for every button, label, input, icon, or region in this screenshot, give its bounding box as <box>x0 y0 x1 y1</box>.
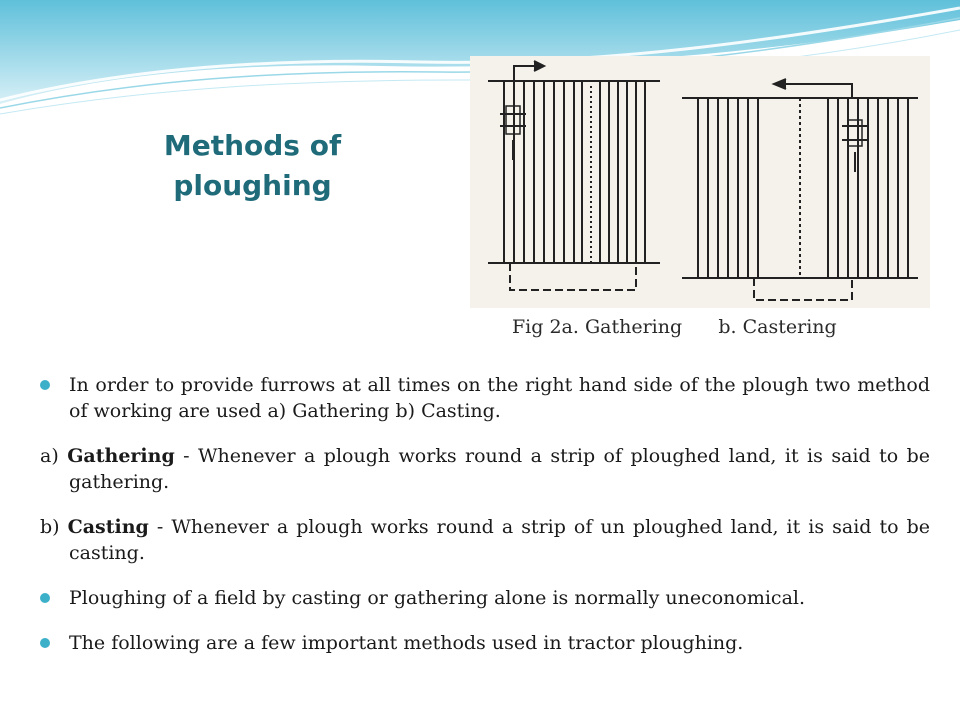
ploughing-diagram <box>470 56 930 308</box>
bullet-paragraph <box>40 585 930 611</box>
slide-title <box>110 126 395 206</box>
gathering-text: - Whenever a plough works round a strip of ploughed land, it is said to be gathering. <box>69 445 930 493</box>
bullet-text: The following are a few important methods used in tractor ploughing. <box>69 632 744 654</box>
bullet-text: In order to provide furrows at all times on the right hand side of the plough two method of working are used a) Gathering b) Casting. <box>69 374 930 422</box>
bullet-icon <box>40 380 50 390</box>
gathering-term: Gathering <box>67 445 175 467</box>
castering-diagram <box>682 79 918 300</box>
gathering-diagram <box>488 61 660 290</box>
bullet-paragraph <box>40 630 930 656</box>
casting-prefix: b) <box>40 516 68 538</box>
bullet-text: Ploughing of a field by casting or gathering alone is normally uneconomical. <box>69 587 806 609</box>
bullet-icon <box>40 593 50 603</box>
bullet-paragraph <box>40 372 930 424</box>
bullet-icon <box>40 638 50 648</box>
slide-body <box>40 372 930 662</box>
slide-title-line-2: ploughing <box>173 169 332 202</box>
gathering-prefix: a) <box>40 445 68 467</box>
casting-text: - Whenever a plough works round a strip of un ploughed land, it is said to be casting. <box>69 516 930 564</box>
gathering-definition <box>40 443 930 495</box>
ploughing-diagram-drawing <box>470 56 930 308</box>
figure-caption: Fig 2a. Gathering b. Castering <box>512 316 837 338</box>
casting-term: Casting <box>67 516 149 538</box>
slide-title-line-1: Methods of <box>163 129 342 162</box>
casting-definition <box>40 514 930 566</box>
